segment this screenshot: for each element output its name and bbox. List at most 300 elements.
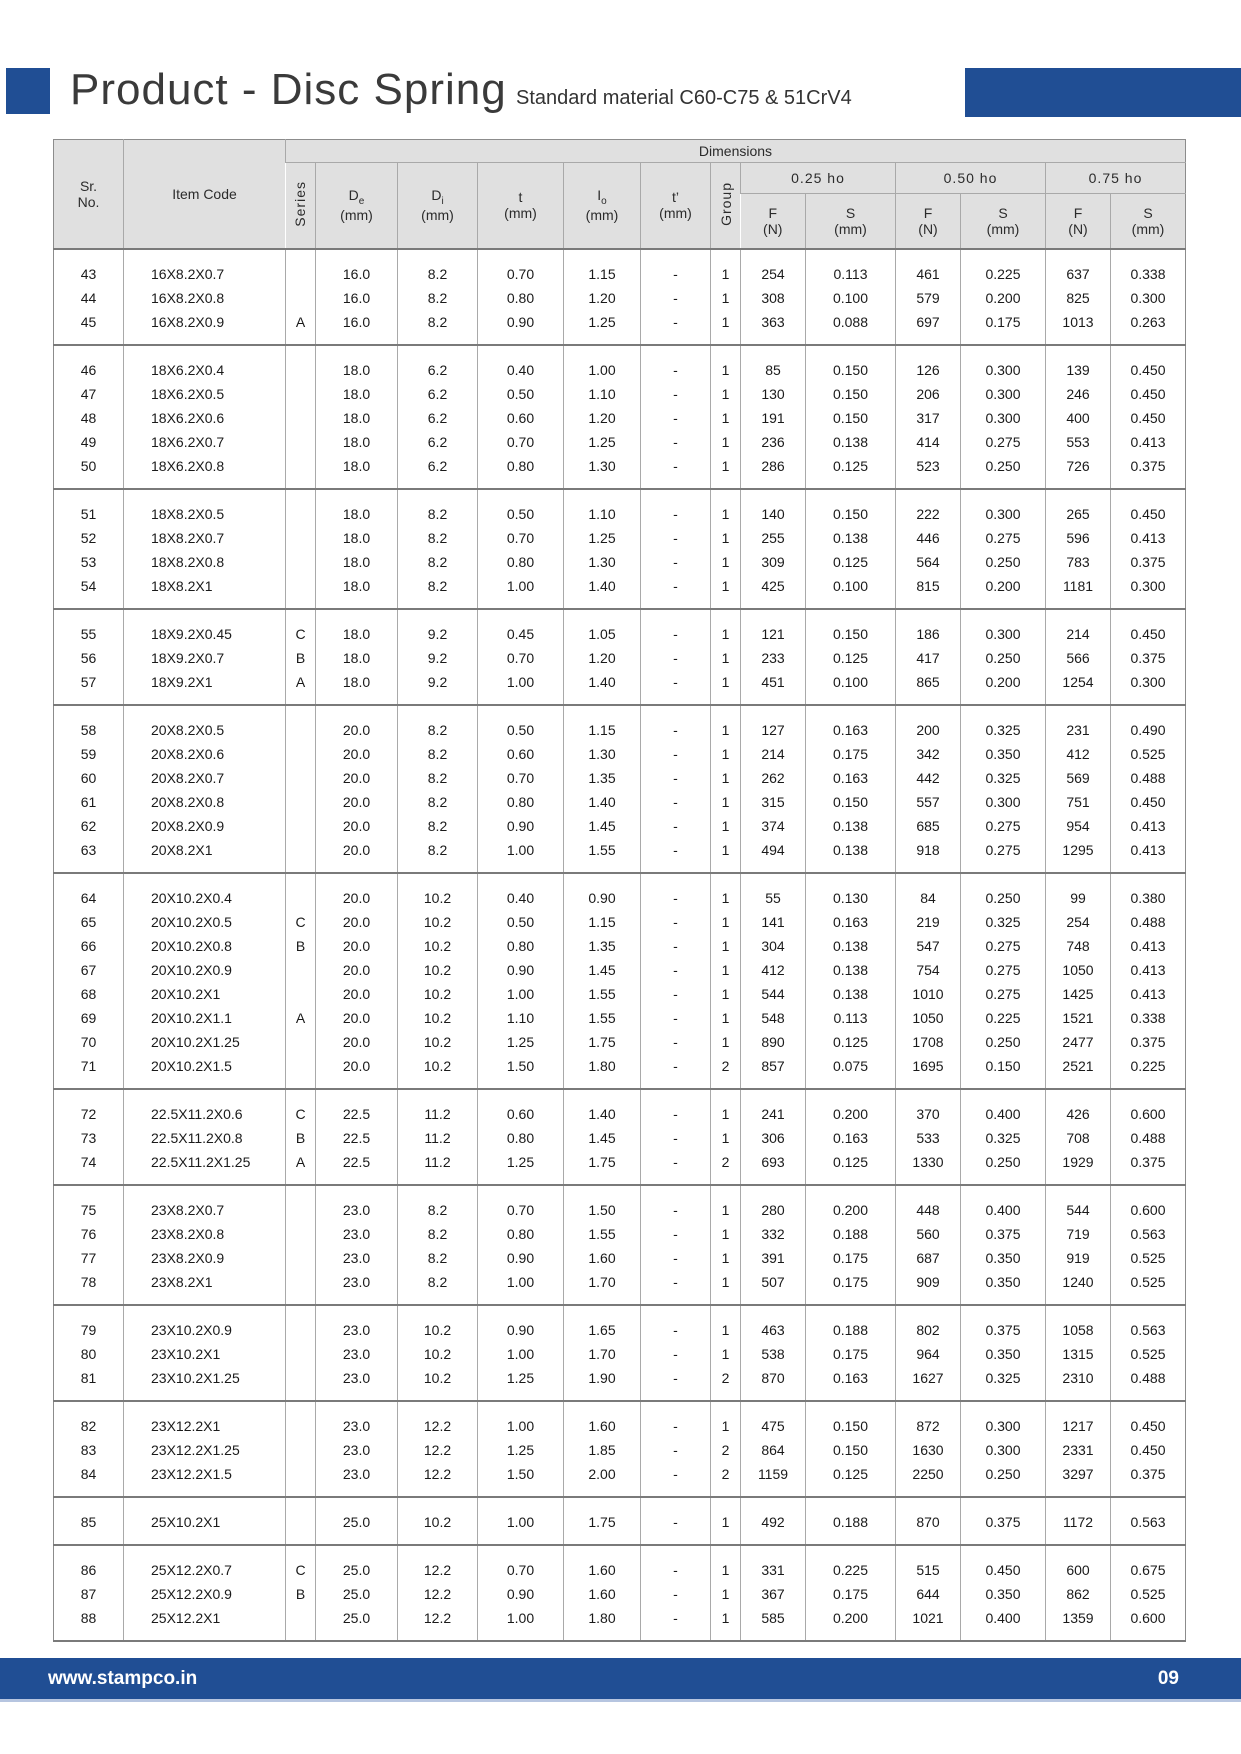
cell-f_n_050ho: 342 [896,742,961,766]
cell-sr_no: 68 [80,985,97,1002]
cell-series [286,526,316,550]
cell-di_mm: 10.2 [398,958,478,982]
cell-group: 1 [711,790,741,814]
cell-f_n_050ho: 515 [896,1558,961,1582]
cell-s_mm_025ho: 0.125 [806,1030,896,1054]
cell-de_mm: 20.0 [316,838,398,862]
cell-sr_no: 81 [80,1369,97,1386]
cell-t_prime_mm: - [641,310,711,334]
cell-series [286,358,316,382]
cell-group: 1 [711,526,741,550]
cell-f_n_075ho: 1521 [1046,1006,1111,1030]
cell-io_mm: 1.35 [564,766,641,790]
cell-sr_no: 44 [80,289,97,306]
cell-s_mm_025ho: 0.200 [806,1198,896,1222]
cell-t_mm: 0.90 [478,1318,564,1342]
cell-series [286,406,316,430]
table-row [54,454,1186,478]
cell-s_mm_025ho: 0.138 [806,526,896,550]
cell-group: 2 [711,1438,741,1462]
cell-de_mm: 18.0 [316,454,398,478]
cell-t_prime_mm: - [641,670,711,694]
footer-website: www.stampco.in [48,1667,198,1689]
cell-f_n_075ho: 1058 [1046,1318,1111,1342]
table-row [54,286,1186,310]
cell-t_prime_mm: - [641,382,711,406]
cell-s_mm_075ho: 0.563 [1111,1222,1186,1246]
cell-sr_no: 79 [80,1321,97,1338]
cell-f_n_075ho: 99 [1046,886,1111,910]
cell-s_mm_075ho: 0.450 [1111,622,1186,646]
cell-io_mm: 1.15 [564,718,641,742]
group-spacer-row [54,1630,1186,1641]
cell-t_prime_mm: - [641,1342,711,1366]
cell-f_n_050ho: 560 [896,1222,961,1246]
cell-f_n_025ho: 332 [741,1222,806,1246]
cell-series [286,430,316,454]
cell-io_mm: 1.40 [564,574,641,598]
cell-group: 1 [711,742,741,766]
cell-group: 1 [711,1222,741,1246]
cell-io_mm: 1.20 [564,286,641,310]
table-row [54,1246,1186,1270]
cell-di_mm: 6.2 [398,454,478,478]
cell-t_mm: 1.00 [478,1342,564,1366]
cell-t_prime_mm: - [641,1150,711,1174]
cell-f_n_025ho: 492 [741,1510,806,1534]
cell-f_n_050ho: 1330 [896,1150,961,1174]
table-row [54,982,1186,1006]
cell-io_mm: 1.55 [564,982,641,1006]
cell-sr_no: 55 [80,625,97,642]
cell-t_prime_mm: - [641,1366,711,1390]
cell-s_mm_050ho: 0.275 [961,814,1046,838]
cell-di_mm: 8.2 [398,718,478,742]
cell-t_prime_mm: - [641,982,711,1006]
cell-s_mm_025ho: 0.100 [806,670,896,694]
cell-de_mm: 23.0 [316,1222,398,1246]
cell-sr_no: 88 [80,1609,97,1626]
cell-s_mm_050ho: 0.225 [961,1006,1046,1030]
cell-sr_no: 57 [80,673,97,690]
cell-series [286,1606,316,1630]
cell-f_n_050ho: 206 [896,382,961,406]
cell-t_mm: 1.00 [478,1270,564,1294]
cell-item_code: 22.5X11.2X0.6 [124,1102,286,1126]
table-row [54,1126,1186,1150]
cell-group: 1 [711,1582,741,1606]
cell-de_mm: 18.0 [316,406,398,430]
cell-s_mm_075ho: 0.375 [1111,1150,1186,1174]
cell-s_mm_075ho: 0.675 [1111,1558,1186,1582]
cell-series: B [286,1582,316,1606]
cell-sr_no: 45 [80,313,97,330]
cell-s_mm_050ho: 0.350 [961,1246,1046,1270]
group-spacer-row [54,1174,1186,1185]
cell-de_mm: 22.5 [316,1150,398,1174]
cell-series: A [286,1150,316,1174]
cell-s_mm_075ho: 0.450 [1111,382,1186,406]
cell-t_mm: 0.70 [478,646,564,670]
cell-f_n_025ho: 391 [741,1246,806,1270]
cell-s_mm_050ho: 0.400 [961,1198,1046,1222]
cell-s_mm_075ho: 0.525 [1111,1270,1186,1294]
table-row [54,1198,1186,1222]
group-spacer-row [54,249,1186,262]
cell-s_mm_050ho: 0.275 [961,526,1046,550]
cell-f_n_050ho: 802 [896,1318,961,1342]
cell-de_mm: 20.0 [316,1030,398,1054]
cell-group: 1 [711,886,741,910]
cell-f_n_075ho: 919 [1046,1246,1111,1270]
cell-f_n_050ho: 219 [896,910,961,934]
cell-de_mm: 23.0 [316,1366,398,1390]
cell-f_n_025ho: 864 [741,1438,806,1462]
cell-t_prime_mm: - [641,1462,711,1486]
group-spacer-row [54,1497,1186,1510]
cell-item_code: 23X10.2X0.9 [124,1318,286,1342]
table-group [54,1545,1186,1641]
cell-f_n_050ho: 909 [896,1270,961,1294]
cell-t_prime_mm: - [641,1582,711,1606]
cell-s_mm_075ho: 0.413 [1111,958,1186,982]
cell-s_mm_050ho: 0.225 [961,262,1046,286]
cell-series: A [286,670,316,694]
cell-t_mm: 0.50 [478,910,564,934]
cell-sr_no: 84 [80,1465,97,1482]
cell-di_mm: 11.2 [398,1126,478,1150]
cell-de_mm: 16.0 [316,286,398,310]
cell-t_mm: 1.00 [478,1414,564,1438]
cell-t_prime_mm: - [641,1198,711,1222]
cell-t_mm: 0.50 [478,718,564,742]
cell-s_mm_050ho: 0.275 [961,982,1046,1006]
cell-t_mm: 1.00 [478,838,564,862]
cell-s_mm_025ho: 0.200 [806,1102,896,1126]
cell-item_code: 20X8.2X0.6 [124,742,286,766]
cell-series: B [286,934,316,958]
table-group [54,1305,1186,1401]
cell-group: 1 [711,406,741,430]
cell-f_n_075ho: 596 [1046,526,1111,550]
cell-series: C [286,1558,316,1582]
cell-s_mm_050ho: 0.300 [961,790,1046,814]
cell-s_mm_025ho: 0.200 [806,1606,896,1630]
cell-f_n_075ho: 719 [1046,1222,1111,1246]
group-spacer-row [54,873,1186,886]
cell-group: 1 [711,1318,741,1342]
cell-io_mm: 1.65 [564,1318,641,1342]
cell-group: 1 [711,1030,741,1054]
footer-page-number: 09 [1157,1667,1179,1689]
cell-t_mm: 0.70 [478,430,564,454]
cell-t_prime_mm: - [641,838,711,862]
table-row [54,1270,1186,1294]
sr-label-line2: No. [77,193,100,210]
cell-item_code: 20X10.2X0.5 [124,910,286,934]
cell-di_mm: 10.2 [398,886,478,910]
group-spacer-row [54,1545,1186,1558]
cell-f_n_025ho: 857 [741,1054,806,1078]
cell-group: 1 [711,910,741,934]
cell-f_n_075ho: 600 [1046,1558,1111,1582]
cell-group: 2 [711,1150,741,1174]
table-row [54,1462,1186,1486]
col-header-s-025: S (mm) [806,194,896,249]
cell-s_mm_075ho: 0.600 [1111,1102,1186,1126]
cell-s_mm_050ho: 0.200 [961,670,1046,694]
cell-di_mm: 9.2 [398,646,478,670]
cell-t_mm: 0.90 [478,814,564,838]
cell-item_code: 23X12.2X1 [124,1414,286,1438]
cell-f_n_025ho: 85 [741,358,806,382]
cell-s_mm_075ho: 0.413 [1111,838,1186,862]
cell-t_mm: 1.50 [478,1054,564,1078]
cell-group: 1 [711,766,741,790]
cell-s_mm_050ho: 0.250 [961,886,1046,910]
cell-f_n_050ho: 448 [896,1198,961,1222]
cell-di_mm: 12.2 [398,1414,478,1438]
table-row [54,1582,1186,1606]
cell-t_mm: 0.80 [478,1126,564,1150]
cell-t_mm: 1.25 [478,1438,564,1462]
cell-s_mm_025ho: 0.138 [806,838,896,862]
cell-group: 1 [711,1558,741,1582]
cell-di_mm: 8.2 [398,550,478,574]
cell-io_mm: 1.70 [564,1270,641,1294]
cell-t_prime_mm: - [641,430,711,454]
cell-s_mm_075ho: 0.413 [1111,814,1186,838]
cell-f_n_050ho: 1010 [896,982,961,1006]
table-row [54,742,1186,766]
cell-de_mm: 16.0 [316,262,398,286]
cell-s_mm_025ho: 0.150 [806,1438,896,1462]
cell-t_prime_mm: - [641,814,711,838]
cell-io_mm: 1.40 [564,1102,641,1126]
cell-item_code: 20X10.2X1.5 [124,1054,286,1078]
page-title: Product - Disc Spring [70,65,507,114]
cell-t_mm: 0.80 [478,454,564,478]
table-row [54,1606,1186,1630]
cell-de_mm: 18.0 [316,574,398,598]
cell-s_mm_075ho: 0.375 [1111,1462,1186,1486]
cell-group: 1 [711,262,741,286]
cell-f_n_050ho: 870 [896,1510,961,1534]
cell-s_mm_075ho: 0.375 [1111,550,1186,574]
col-header-f-075: F (N) [1046,194,1111,249]
cell-t_mm: 0.50 [478,382,564,406]
table-row [54,1414,1186,1438]
cell-item_code: 25X10.2X1 [124,1510,286,1534]
cell-f_n_050ho: 547 [896,934,961,958]
table-group [54,705,1186,873]
cell-di_mm: 10.2 [398,1342,478,1366]
cell-f_n_025ho: 306 [741,1126,806,1150]
cell-f_n_025ho: 255 [741,526,806,550]
cell-f_n_050ho: 1627 [896,1366,961,1390]
table-row [54,1366,1186,1390]
cell-f_n_075ho: 139 [1046,358,1111,382]
cell-io_mm: 1.30 [564,454,641,478]
cell-io_mm: 1.45 [564,814,641,838]
col-header-075ho: 0.75 ho [1046,163,1186,194]
cell-f_n_025ho: 191 [741,406,806,430]
cell-s_mm_050ho: 0.350 [961,742,1046,766]
cell-di_mm: 12.2 [398,1606,478,1630]
cell-f_n_050ho: 579 [896,286,961,310]
cell-f_n_025ho: 425 [741,574,806,598]
cell-t_mm: 1.00 [478,982,564,1006]
cell-s_mm_050ho: 0.275 [961,958,1046,982]
cell-s_mm_075ho: 0.450 [1111,358,1186,382]
cell-di_mm: 10.2 [398,1318,478,1342]
cell-item_code: 20X8.2X0.7 [124,766,286,790]
cell-de_mm: 20.0 [316,982,398,1006]
cell-f_n_025ho: 55 [741,886,806,910]
cell-sr_no: 48 [80,409,97,426]
cell-t_mm: 0.45 [478,622,564,646]
cell-f_n_050ho: 200 [896,718,961,742]
table-row [54,1150,1186,1174]
cell-sr_no: 80 [80,1345,97,1362]
cell-sr_no: 60 [80,769,97,786]
table-row [54,814,1186,838]
cell-f_n_075ho: 2310 [1046,1366,1111,1390]
cell-f_n_050ho: 523 [896,454,961,478]
cell-t_mm: 0.80 [478,550,564,574]
cell-sr_no: 62 [80,817,97,834]
cell-f_n_075ho: 1359 [1046,1606,1111,1630]
cell-s_mm_050ho: 0.250 [961,646,1046,670]
cell-f_n_075ho: 569 [1046,766,1111,790]
cell-s_mm_075ho: 0.525 [1111,742,1186,766]
cell-group: 1 [711,1102,741,1126]
cell-s_mm_025ho: 0.113 [806,1006,896,1030]
cell-s_mm_050ho: 0.275 [961,934,1046,958]
sr-label-line1: Sr. [79,177,98,194]
cell-io_mm: 1.35 [564,934,641,958]
cell-f_n_025ho: 214 [741,742,806,766]
cell-s_mm_075ho: 0.563 [1111,1510,1186,1534]
cell-f_n_025ho: 475 [741,1414,806,1438]
cell-f_n_050ho: 533 [896,1126,961,1150]
cell-f_n_025ho: 304 [741,934,806,958]
cell-io_mm: 1.15 [564,262,641,286]
cell-f_n_075ho: 1254 [1046,670,1111,694]
cell-group: 1 [711,1414,741,1438]
cell-t_prime_mm: - [641,790,711,814]
cell-group: 2 [711,1366,741,1390]
cell-s_mm_050ho: 0.200 [961,574,1046,598]
cell-t_mm: 0.70 [478,1198,564,1222]
cell-io_mm: 1.60 [564,1414,641,1438]
cell-di_mm: 10.2 [398,1054,478,1078]
cell-s_mm_025ho: 0.163 [806,910,896,934]
cell-io_mm: 1.50 [564,1198,641,1222]
cell-sr_no: 63 [80,841,97,858]
cell-s_mm_050ho: 0.400 [961,1102,1046,1126]
cell-io_mm: 1.75 [564,1510,641,1534]
cell-f_n_075ho: 954 [1046,814,1111,838]
cell-group: 1 [711,934,741,958]
cell-de_mm: 20.0 [316,886,398,910]
cell-io_mm: 1.75 [564,1150,641,1174]
footer-bar [0,1658,1241,1702]
cell-f_n_075ho: 1295 [1046,838,1111,862]
cell-t_prime_mm: - [641,1006,711,1030]
cell-item_code: 20X10.2X1 [124,982,286,1006]
group-spacer-row [54,345,1186,358]
table-row [54,670,1186,694]
cell-s_mm_025ho: 0.175 [806,1246,896,1270]
cell-di_mm: 6.2 [398,430,478,454]
cell-f_n_075ho: 2477 [1046,1030,1111,1054]
cell-f_n_075ho: 1315 [1046,1342,1111,1366]
cell-s_mm_050ho: 0.200 [961,286,1046,310]
cell-group: 1 [711,430,741,454]
cell-series [286,790,316,814]
cell-s_mm_025ho: 0.125 [806,550,896,574]
cell-t_prime_mm: - [641,1510,711,1534]
cell-s_mm_050ho: 0.250 [961,1150,1046,1174]
cell-sr_no: 51 [80,505,97,522]
cell-s_mm_025ho: 0.138 [806,934,896,958]
cell-item_code: 25X12.2X1 [124,1606,286,1630]
cell-f_n_050ho: 222 [896,502,961,526]
cell-f_n_075ho: 1172 [1046,1510,1111,1534]
cell-t_prime_mm: - [641,1126,711,1150]
cell-f_n_050ho: 126 [896,358,961,382]
cell-t_mm: 0.90 [478,1246,564,1270]
cell-io_mm: 1.00 [564,358,641,382]
cell-f_n_025ho: 233 [741,646,806,670]
table-row [54,886,1186,910]
cell-f_n_075ho: 1240 [1046,1270,1111,1294]
cell-de_mm: 20.0 [316,1006,398,1030]
cell-s_mm_025ho: 0.163 [806,766,896,790]
cell-di_mm: 8.2 [398,310,478,334]
cell-t_prime_mm: - [641,454,711,478]
cell-f_n_075ho: 544 [1046,1198,1111,1222]
cell-t_prime_mm: - [641,358,711,382]
cell-series: A [286,310,316,334]
cell-s_mm_025ho: 0.130 [806,886,896,910]
cell-s_mm_025ho: 0.150 [806,622,896,646]
cell-t_mm: 1.00 [478,1510,564,1534]
cell-sr_no: 56 [80,649,97,666]
cell-io_mm: 1.20 [564,406,641,430]
cell-de_mm: 20.0 [316,742,398,766]
cell-s_mm_075ho: 0.380 [1111,886,1186,910]
cell-t_prime_mm: - [641,262,711,286]
cell-di_mm: 9.2 [398,670,478,694]
cell-f_n_050ho: 1021 [896,1606,961,1630]
cell-f_n_025ho: 451 [741,670,806,694]
cell-di_mm: 10.2 [398,1030,478,1054]
cell-f_n_075ho: 1217 [1046,1414,1111,1438]
table-row [54,358,1186,382]
cell-s_mm_075ho: 0.413 [1111,430,1186,454]
cell-s_mm_050ho: 0.300 [961,406,1046,430]
cell-s_mm_075ho: 0.450 [1111,1414,1186,1438]
cell-s_mm_075ho: 0.450 [1111,502,1186,526]
cell-f_n_025ho: 870 [741,1366,806,1390]
cell-sr_no: 61 [80,793,97,810]
cell-group: 1 [711,838,741,862]
cell-series: C [286,622,316,646]
cell-f_n_050ho: 417 [896,646,961,670]
cell-group: 2 [711,1462,741,1486]
